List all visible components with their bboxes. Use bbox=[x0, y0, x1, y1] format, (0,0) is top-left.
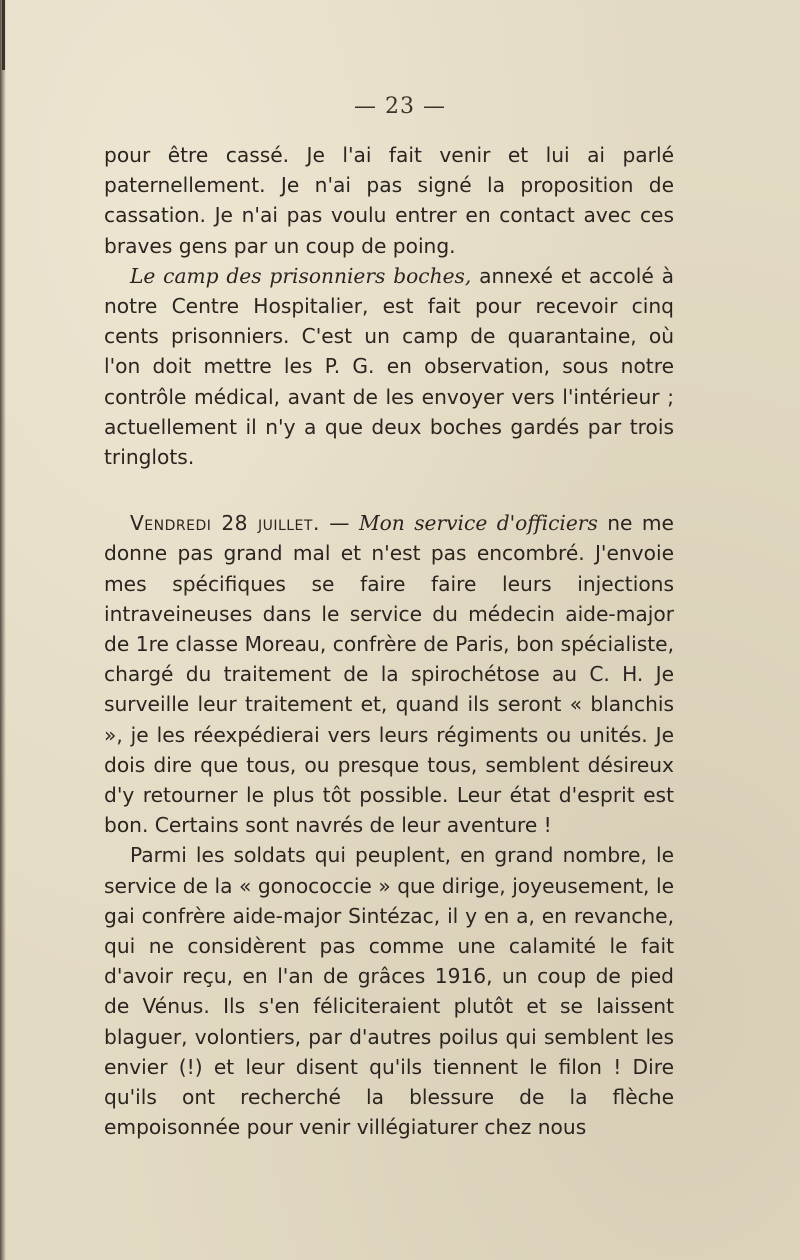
paragraph-3-text: ne me donne pas grand mal et n'est pas encombré. J'envoie mes spécifiques se faire faire leurs injections intraveineuses dans le service du médecin aide-major de 1re classe Moreau, confrère de Paris, bon spécialiste, chargé du traitement de la spirochétose au C. H. Je surveille leur traitement et, quand ils seront « blanchis », je les réexpédierai vers leurs régiments ou unités. Je dois dire que tous, ou presque tous, semblent désireux d'y retourner le plus tôt possible. Leur état d'esprit est bon. Certains sont navrés de leur aventure ! bbox=[104, 511, 674, 838]
paragraph-3-italic: Mon service d'officiers bbox=[358, 511, 598, 536]
scan-mark bbox=[2, 0, 5, 70]
paragraph-3 bbox=[104, 508, 674, 840]
entry-date: Vendredi 28 juillet. bbox=[130, 511, 320, 536]
page-number: — 23 — bbox=[354, 94, 446, 119]
body-text bbox=[104, 140, 674, 1143]
paragraph-4: Parmi les soldats qui peuplent, en grand nombre, le service de la « gonococcie » que dirige, joyeusement, le gai confrère aide-major Sintézac, il y en a, en revanche, qui ne considèrent pas comme une calamité le fait d'avoir reçu, en l'an de grâces 1916, un coup de pied de Vénus. Ils s'en féliciteraient plutôt et se laissent blaguer, volontiers, par d'autres poilus qui semblent les envier (!) et leur disent qu'ils tiennent le filon ! Dire qu'ils ont recherché la blessure de la flèche empoisonnée pour venir villégiaturer chez nous bbox=[104, 843, 674, 1140]
paragraph-1: pour être cassé. Je l'ai fait venir et lui ai parlé paternellement. Je n'ai pas signé la proposition de cassation. Je n'ai pas voulu entrer en contact avec ces braves gens par un coup de poing. bbox=[104, 143, 674, 258]
entry-dash: — bbox=[319, 511, 359, 536]
page-binding-edge bbox=[0, 0, 6, 1260]
paragraph-2-italic: Le camp des prisonniers boches, bbox=[130, 263, 472, 288]
paragraph-2 bbox=[104, 261, 674, 472]
paragraph-2-text: annexé et accolé à notre Centre Hospitalier, est fait pour recevoir cinq cents prisonniers. C'est un camp de quarantaine, où l'on doit mettre les P. G. en observation, sous notre contrôle médical, avant de les envoyer vers l'intérieur ; actuellement il n'y a que deux boches gardés par trois tringlots. bbox=[104, 263, 674, 470]
